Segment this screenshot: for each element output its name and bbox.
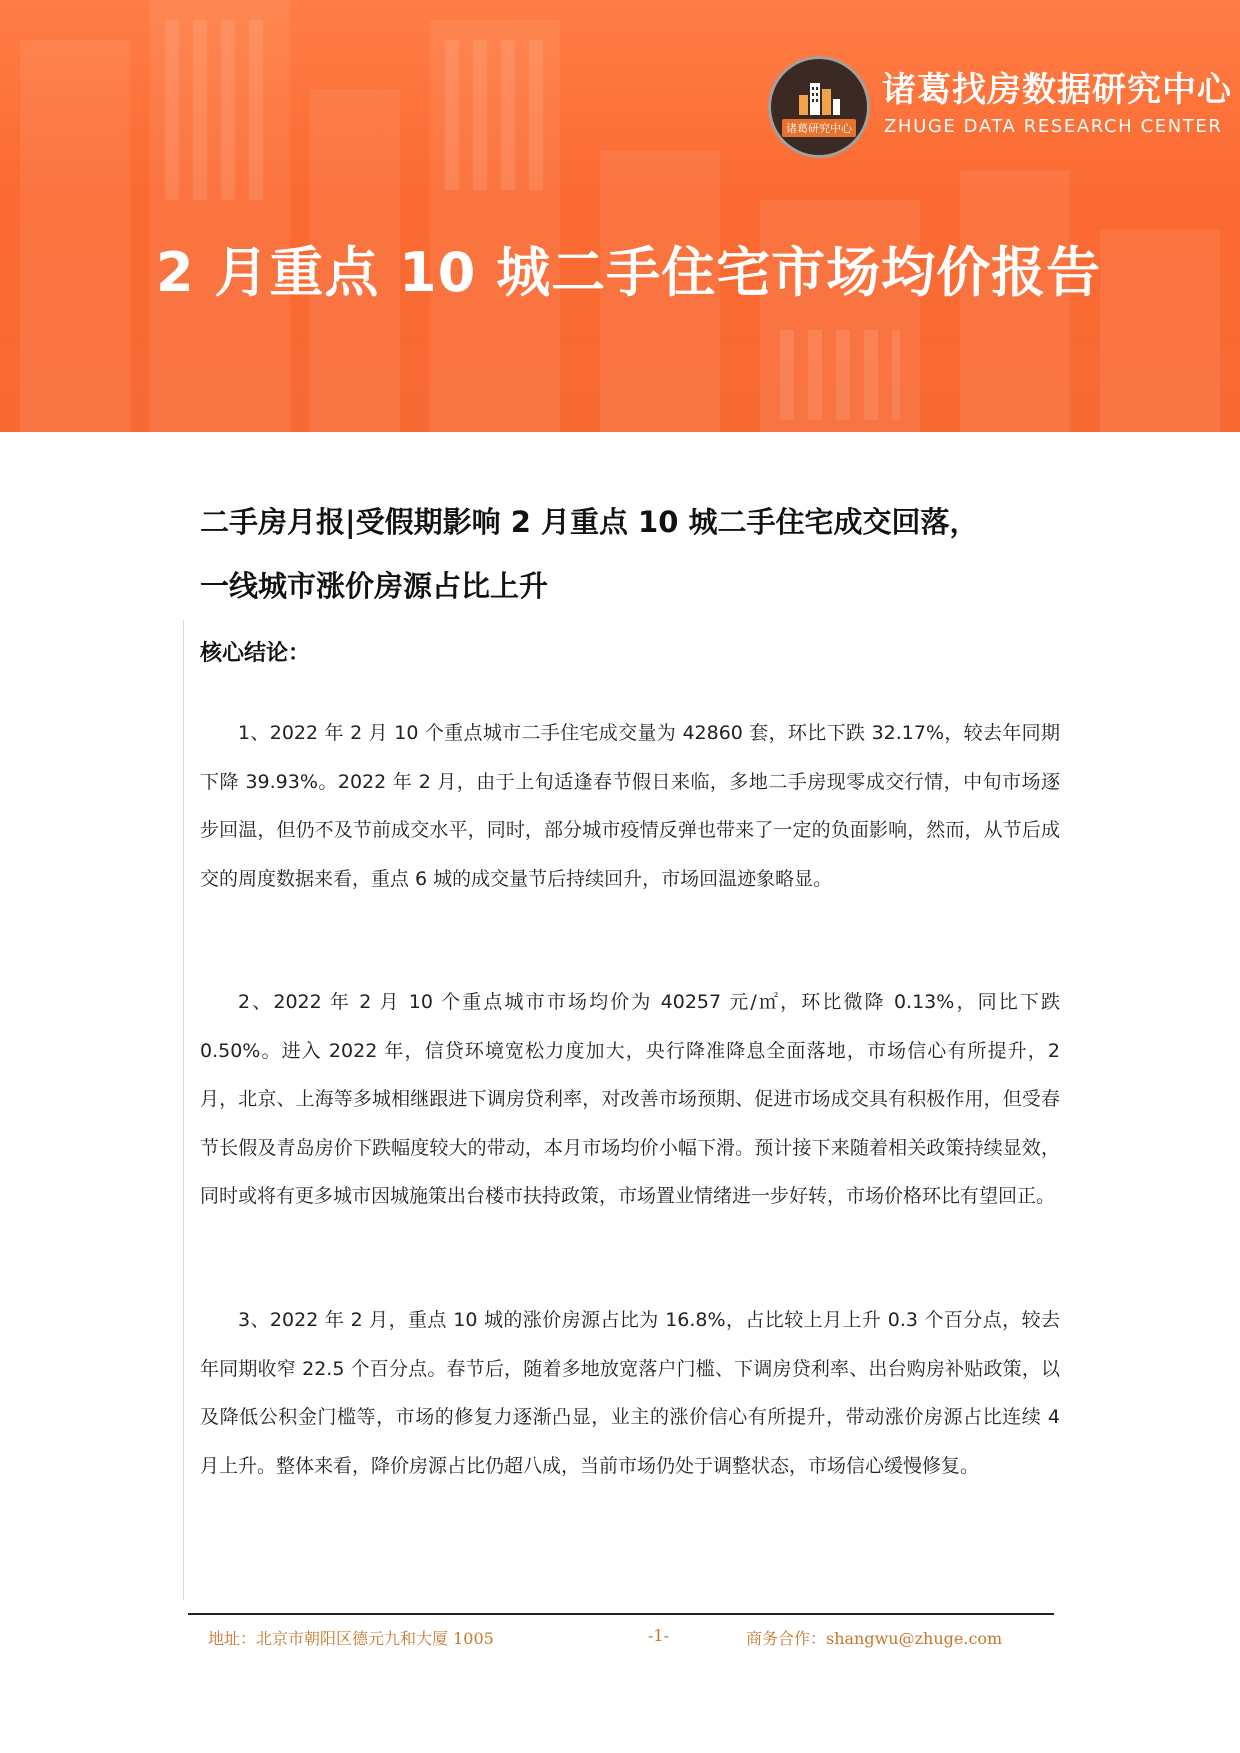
building-silhouette xyxy=(1100,230,1220,432)
logo-text: 诸葛研究中心 xyxy=(782,119,856,137)
footer-contact: 商务合作：shangwu@zhuge.com xyxy=(746,1629,1003,1648)
company-logo xyxy=(768,56,870,158)
header-banner xyxy=(0,0,1240,432)
conclusion-paragraph-3: 3、2022 年 2 月，重点 10 城的涨价房源占比为 16.8%，占比较上月上升 0.3 个百分点，较去年同期收窄 22.5 个百分点。春节后，随着多地放宽落户门槛、下调房贷利率、出台购房补贴政策，以及降低公积金门槛等，市场的修复力逐渐凸显，业主的涨价信心有所提升，带动涨价房源占比连续 4 月上升。整体来看，降价房源占比仍超八成，当前市场仍处于调整状态，市场信心缓慢修复。 xyxy=(200,1309,1060,1477)
article-headline xyxy=(200,490,1100,618)
org-name-en: ZHUGE DATA RESEARCH CENTER xyxy=(884,116,1223,137)
org-name-cn: 诸葛找房数据研究中心 xyxy=(882,70,1232,110)
window-pattern xyxy=(780,330,900,420)
footer-divider xyxy=(188,1613,1054,1615)
section-title: 核心结论： xyxy=(200,641,311,666)
left-margin-rule xyxy=(183,620,184,1600)
report-title: 2 月重点 10 城二手住宅市场均价报告 xyxy=(156,241,1102,304)
window-pattern xyxy=(445,40,545,190)
footer-address: 地址：北京市朝阳区德元九和大厦 1005 xyxy=(208,1629,494,1648)
headline-line-2: 一线城市涨价房源占比上升 xyxy=(200,569,549,603)
conclusion-paragraph-1: 1、2022 年 2 月 10 个重点城市二手住宅成交量为 42860 套，环比下跌 32.17%，较去年同期下降 39.93%。2022 年 2 月，由于上旬适逢春节假日来临，多地二手房现零成交行情，中旬市场逐步回温，但仍不及节前成交水平，同时，部分城市疫情反弹也带来了一定的负面影响，然而，从节后成交的周度数据来看，重点 6 城的成交量节后持续回升，市场回温迹象略显。 xyxy=(200,722,1060,890)
building-silhouette xyxy=(20,40,130,432)
window-pattern xyxy=(165,20,275,200)
headline-line-1: 二手房月报|受假期影响 2 月重点 10 城二手住宅成交回落， xyxy=(200,505,979,539)
footer-page-number: -1- xyxy=(648,1626,669,1645)
building-logo-icon xyxy=(795,77,843,117)
conclusion-paragraph-2: 2、2022 年 2 月 10 个重点城市市场均价为 40257 元/㎡，环比微降 0.13%，同比下跌 0.50%。进入 2022 年，信贷环境宽松力度加大，央行降准降息全面落地，市场信心有所提升，2 月，北京、上海等多城相继跟进下调房贷利率，对改善市场预期、促进市场成交具有积极作用，但受春节长假及青岛房价下跌幅度较大的带动，本月市场均价小幅下滑。预计接下来随着相关政策持续显效，同时或将有更多城市因城施策出台楼市扶持政策，市场置业情绪进一步好转，市场价格环比有望回正。 xyxy=(200,991,1060,1207)
